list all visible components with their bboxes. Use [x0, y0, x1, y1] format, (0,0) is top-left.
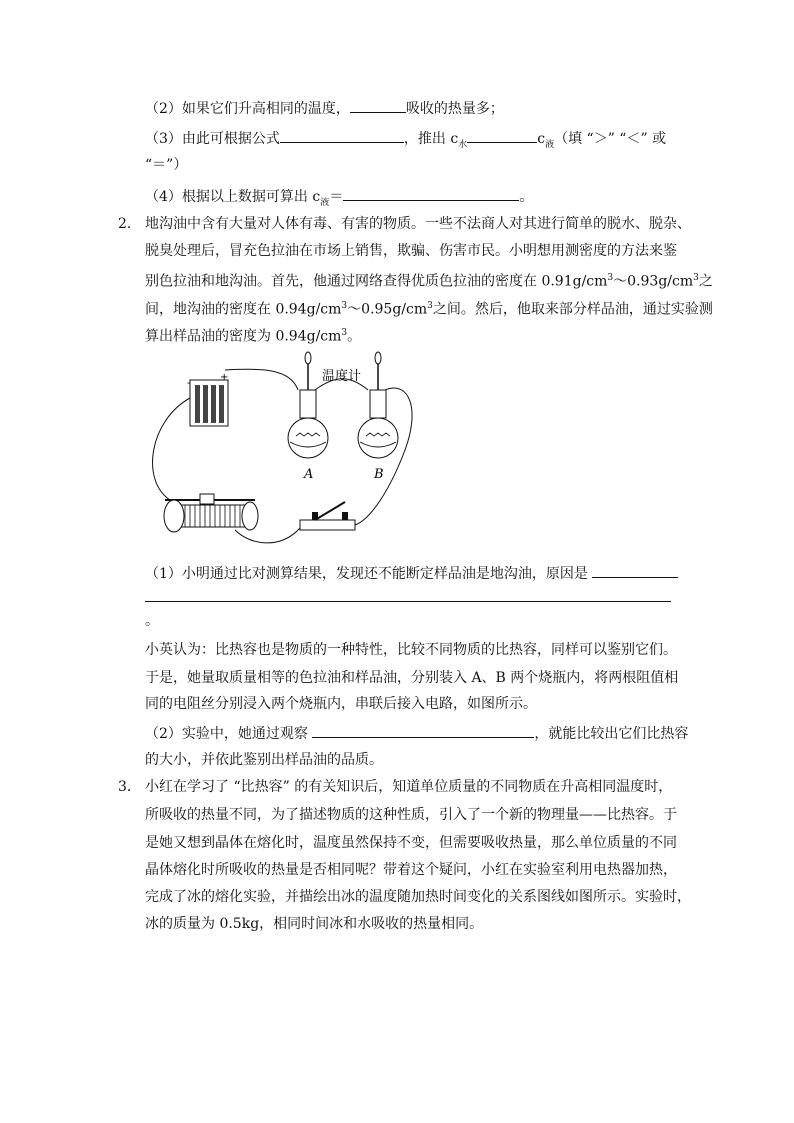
- sup-3: 3: [693, 273, 699, 283]
- rheostat-icon: [164, 494, 258, 532]
- q2-number: 2．: [118, 216, 141, 232]
- battery-icon: [187, 372, 228, 426]
- q2-sub2-text: （2）实验中，她通过观察: [145, 726, 308, 742]
- q2-line3-b: ～0.93g/cm: [613, 273, 694, 290]
- q3-line6: 冰的质量为 0.5kg，相同时间冰和水吸收的热量相同。: [145, 916, 484, 932]
- q1-part2-blank[interactable]: [350, 97, 406, 113]
- q2-line5: [145, 323, 361, 347]
- switch-icon: [300, 502, 355, 530]
- q1-part3-text: （3）由此可根据公式: [145, 131, 280, 147]
- q1-part3-mid: ，推出 c: [403, 131, 459, 147]
- sup-3: 3: [341, 301, 348, 311]
- q2-line5-a: 算出样品油的密度为 0.94g/cm: [145, 328, 342, 345]
- q2-sub2-line2: 的大小，并依此鉴别出样品油的品质。: [145, 752, 383, 768]
- q1-part3-after: （填 “＞” “＜” 或: [554, 131, 667, 147]
- flask-b-label: B: [374, 467, 384, 482]
- q3-number: 3．: [118, 779, 141, 795]
- q2-line4-c: 之间。然后，他取来部分样品油，通过实验测: [432, 301, 713, 318]
- q1-part2-text-end: 吸收的热量多；: [405, 101, 504, 117]
- sup-3: 3: [427, 301, 433, 311]
- q3-line2: 所吸收的热量不同，为了描述物质的这种性质，引入了一个新的物理量——比热容。于: [145, 807, 677, 823]
- c-liquid-sub: 液: [545, 139, 555, 150]
- q1-part3-formula-blank[interactable]: [280, 127, 404, 143]
- q2-line3: [145, 268, 713, 292]
- q2-sub1-answer-line[interactable]: [145, 601, 671, 602]
- wire-battery-a: [225, 369, 298, 390]
- wire-left: [153, 398, 190, 500]
- q2-line2: 脱臭处理后，冒充色拉油在市场上销售，欺骗、伤害市民。小明想用测密度的方法来鉴: [145, 243, 677, 259]
- sup-3: 3: [341, 328, 348, 338]
- q2-sub2-blank[interactable]: [312, 722, 534, 738]
- q1-part3-line2: “＝”）: [145, 157, 188, 173]
- q2-sub1-blank[interactable]: [592, 562, 678, 578]
- q1-part4-sub: 液: [320, 197, 330, 208]
- q2-para1: 小英认为：比热容也是物质的一种特性，比较不同物质的比热容，同样可以鉴别它们。: [145, 642, 677, 658]
- battery-minus-label: -: [187, 378, 191, 389]
- battery-plus-label: +: [220, 372, 229, 383]
- q1-part2: [145, 97, 504, 119]
- q2-line4: [145, 296, 713, 320]
- q2-para3: 同的电阻丝分别浸入两个烧瓶内，串联后接入电路，如图所示。: [145, 696, 537, 712]
- flask-a-icon: [288, 352, 328, 458]
- q1-part4-text: （4）根据以上数据可算出 c: [145, 189, 321, 205]
- q3-line4: 晶体熔化时所吸收的热量是否相同呢？带着这个疑问，小红在实验室利用电热器加热，: [145, 862, 677, 878]
- q2-sub1-end: 。: [145, 613, 159, 629]
- q2-sub2-after: ，就能比较出它们比热容: [534, 726, 689, 742]
- sup-3: 3: [607, 273, 614, 283]
- thermometer-label: 温度计: [322, 369, 362, 384]
- wire-switch-rheostat: [235, 528, 300, 543]
- q1-part2-text: （2）如果它们升高相同的温度，: [145, 101, 350, 117]
- q1-part4-eq: ＝: [329, 189, 344, 205]
- q2-sub1-text: （1）小明通过比对测算结果，发现还不能断定样品油是地沟油，原因是: [145, 566, 588, 582]
- q1-part3-compare-blank[interactable]: [467, 127, 537, 143]
- q3-line3: 是她又想到晶体在熔化时，温度虽然保持不变，但需要吸收热量，那么单位质量的不同: [145, 835, 677, 851]
- q2-line1: 地沟油中含有大量对人体有毒、有害的物质。一些不法商人对其进行简单的脱水、脱杂、: [145, 216, 691, 232]
- q2-line5-b: 。: [347, 328, 362, 345]
- q1-part4-blank[interactable]: [343, 185, 519, 201]
- q2-line4-b: ～0.95g/cm: [347, 301, 428, 318]
- q2-sub2: [145, 722, 688, 744]
- q2-line4-a: 间，地沟油的密度在 0.94g/cm: [145, 301, 342, 318]
- c-liquid: c: [537, 131, 546, 147]
- q2-para2: 于是，她量取质量相等的色拉油和样品油，分别装入 A、B 两个烧瓶内，将两根阻值相: [145, 670, 679, 686]
- q2-line3-a: 别色拉油和地沟油。首先，他通过网络查得优质色拉油的密度在 0.91g/cm: [145, 273, 608, 290]
- q3-line1: 小红在学习了 “比热容” 的有关知识后，知道单位质量的不同物质在升高相同温度时，: [145, 779, 673, 795]
- flask-a-label: A: [304, 467, 314, 482]
- q1-part4: [145, 185, 533, 213]
- circuit-diagram: [150, 350, 420, 550]
- q1-part4-end: 。: [519, 189, 534, 205]
- q2-sub1: [145, 562, 678, 584]
- q1-part3: [145, 127, 666, 155]
- flask-b-icon: [358, 352, 398, 458]
- q3-line5: 完成了冰的熔化实验，并描绘出冰的温度随加热时间变化的关系图线如图所示。实验时，: [145, 889, 691, 905]
- c-water-sub: 水: [458, 139, 468, 150]
- q2-line3-c: 之: [698, 273, 713, 290]
